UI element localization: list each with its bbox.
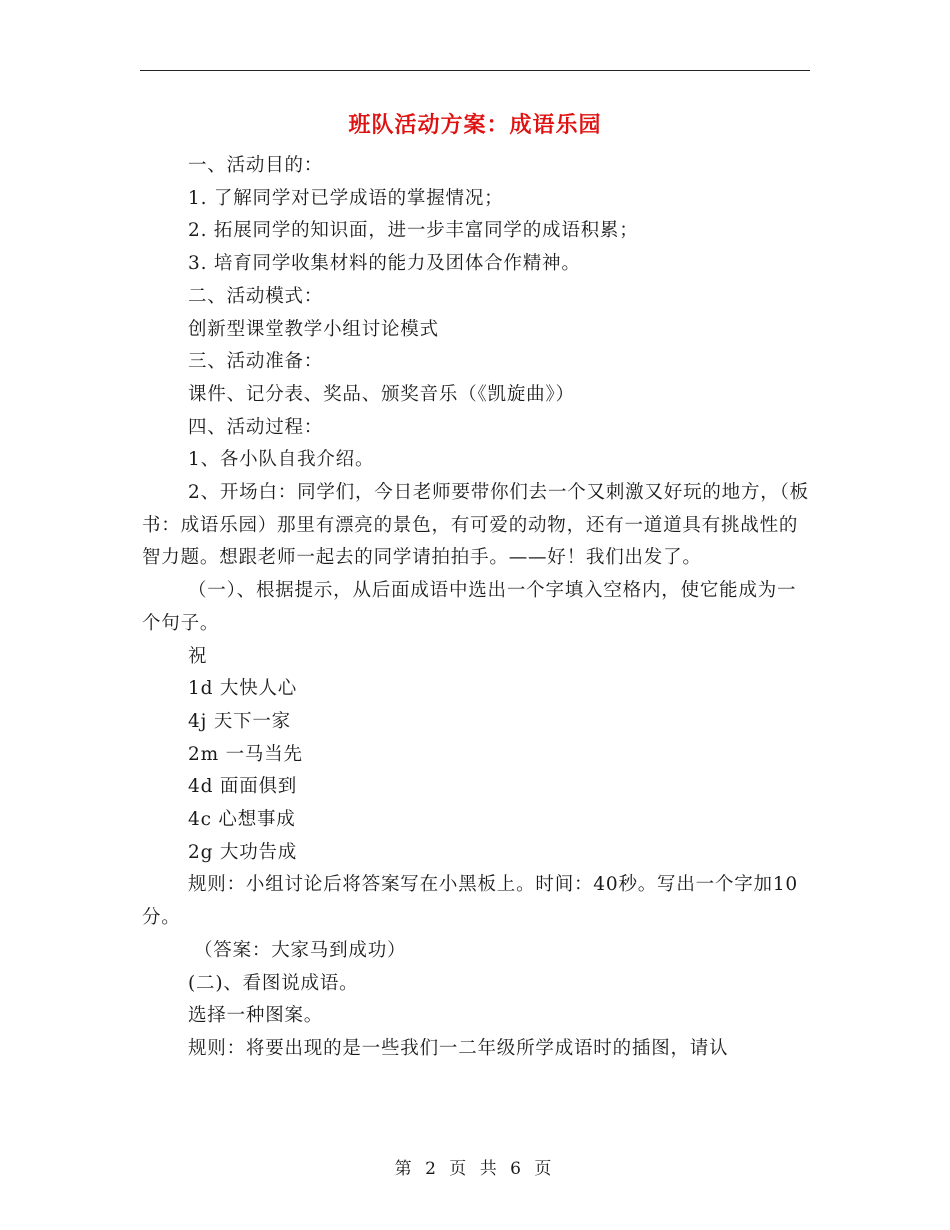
paragraph: 规则：将要出现的是一些我们一二年级所学成语时的插图，请认 — [188, 1037, 729, 1059]
section-heading: 二、活动模式： — [188, 285, 324, 307]
section-heading: 一、活动目的： — [188, 155, 324, 176]
list-item: 2. 拓展同学的知识面，进一步丰富同学的成语积累； — [188, 220, 639, 242]
list-item: 1d 大快人心 — [188, 678, 298, 700]
section-heading: 三、活动准备： — [188, 351, 324, 373]
document-title: 班队活动方案：成语乐园 — [348, 112, 602, 138]
paragraph-task-1: （一）、根据提示，从后面成语中选出一个字填入空格内，使它能成为一个句子。 — [142, 580, 797, 634]
list-item: 2g 大功告成 — [188, 841, 298, 863]
header-rule — [140, 70, 810, 71]
list-item: 2m 一马当先 — [188, 743, 303, 765]
paragraph: 创新型课堂教学小组讨论模式 — [188, 318, 439, 340]
paragraph: 课件、记分表、奖品、颁奖音乐（《凯旋曲》） — [188, 383, 575, 405]
page-footer: 第 2 页 共 6 页 — [394, 1159, 556, 1179]
list-item: 4j 天下一家 — [188, 710, 291, 732]
paragraph: 选择一种图案。 — [188, 1005, 324, 1027]
list-item: 祝 — [188, 645, 208, 667]
list-item: 1. 了解同学对已学成语的掌握情况； — [188, 187, 504, 209]
section-heading: (二)、看图说成语。 — [188, 972, 359, 994]
paragraph: 1、各小队自我介绍。 — [188, 449, 375, 471]
paragraph-opening: 2、开场白：同学们，今日老师要带你们去一个又刺激又好玩的地方，（板书：成语乐园）那里有漂亮的景色，有可爱的动物，还有一道道具有挑战性的智力题。想跟老师一起去的同学请拍拍手。——好！我们出发了。 — [142, 482, 809, 569]
list-item: 4c 心想事成 — [188, 809, 296, 831]
document-body — [142, 150, 812, 1066]
section-heading: 四、活动过程： — [188, 416, 324, 438]
list-item: 4d 面面俱到 — [188, 776, 298, 798]
answer-line: （答案：大家马到成功） — [194, 939, 407, 961]
paragraph-rule-1: 规则：小组讨论后将答案写在小黑板上。时间：40秒。写出一个字加10分。 — [142, 874, 798, 929]
list-item: 3. 培育同学收集材料的能力及团体合作精神。 — [188, 253, 581, 275]
